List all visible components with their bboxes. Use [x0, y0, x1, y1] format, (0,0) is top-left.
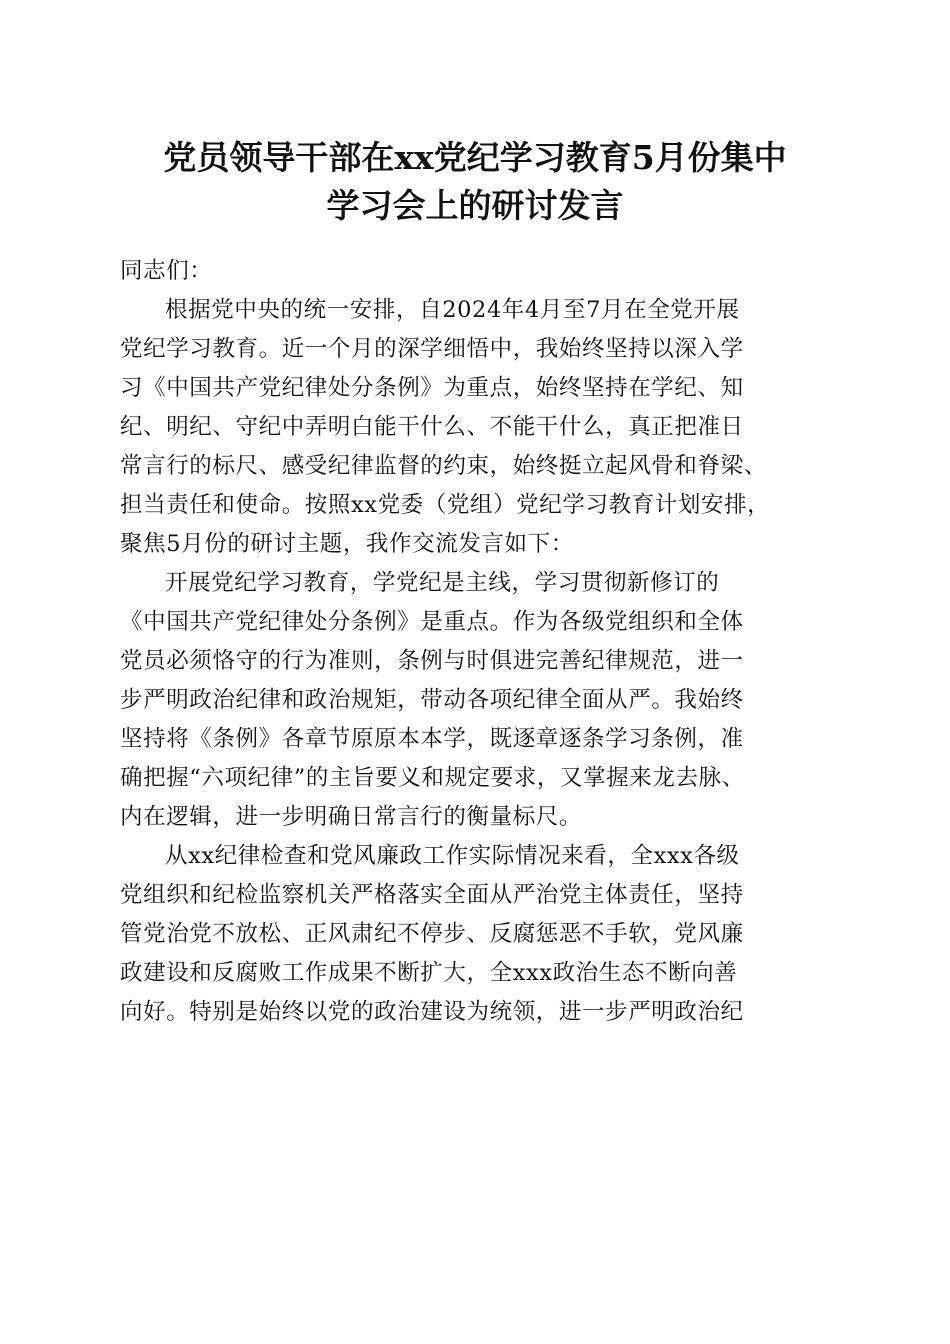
paragraph-line: 纪、明纪、守纪中弄明白能干什么、不能干什么，真正把准日 — [120, 414, 744, 440]
paragraph-1 — [120, 291, 832, 564]
title-line-2: 学习会上的研讨发言 — [326, 186, 624, 225]
salutation: 同志们： — [120, 258, 213, 284]
paragraph-line: 向好。特别是始终以党的政治建设为统领，进一步严明政治纪 — [120, 999, 744, 1025]
paragraph-line: 政建设和反腐败工作成果不断扩大，全xxx政治生态不断向善 — [120, 960, 738, 986]
paragraph-line: 常言行的标尺、感受纪律监督的约束，始终挺立起风骨和脊梁、 — [120, 453, 767, 479]
paragraph-2 — [120, 564, 832, 837]
paragraph-line: 从xx纪律检查和党风廉政工作实际情况来看，全xxx各级 — [165, 843, 740, 869]
paragraph-line: 开展党纪学习教育，学党纪是主线，学习贯彻新修订的 — [165, 570, 720, 596]
document-body — [120, 252, 832, 1032]
paragraph-3 — [120, 837, 832, 1032]
paragraph-line: 管党治党不放松、正风肃纪不停步、反腐惩恶不手软，党风廉 — [120, 921, 744, 947]
paragraph-line: 党员必须恪守的行为准则，条例与时俱进完善纪律规范，进一 — [120, 648, 744, 674]
paragraph-line: 步严明政治纪律和政治规矩，带动各项纪律全面从严。我始终 — [120, 687, 744, 713]
paragraph-line: 坚持将《条例》各章节原原本本学，既逐章逐条学习条例，准 — [120, 726, 744, 752]
title-line-1: 党员领导干部在xx党纪学习教育5月份集中 — [163, 138, 787, 177]
paragraph-line: 聚焦5月份的研讨主题，我作交流发言如下： — [120, 531, 574, 557]
document-title — [110, 134, 840, 230]
paragraph-line: 根据党中央的统一安排，自2024年4月至7月在全党开展 — [165, 297, 740, 323]
paragraph-line: 党纪学习教育。近一个月的深学细悟中，我始终坚持以深入学 — [120, 336, 744, 362]
paragraph-line: 担当责任和使命。按照xx党委（党组）党纪学习教育计划安排， — [120, 492, 771, 518]
paragraph-line: 习《中国共产党纪律处分条例》为重点，始终坚持在学纪、知 — [120, 375, 744, 401]
paragraph-line: 《中国共产党纪律处分条例》是重点。作为各级党组织和全体 — [120, 609, 744, 635]
paragraph-line: 内在逻辑，进一步明确日常言行的衡量标尺。 — [120, 804, 583, 830]
paragraph-line: 党组织和纪检监察机关严格落实全面从严治党主体责任，坚持 — [120, 882, 744, 908]
paragraph-line: 确把握“六项纪律”的主旨要义和规定要求，又掌握来龙去脉、 — [120, 765, 745, 791]
